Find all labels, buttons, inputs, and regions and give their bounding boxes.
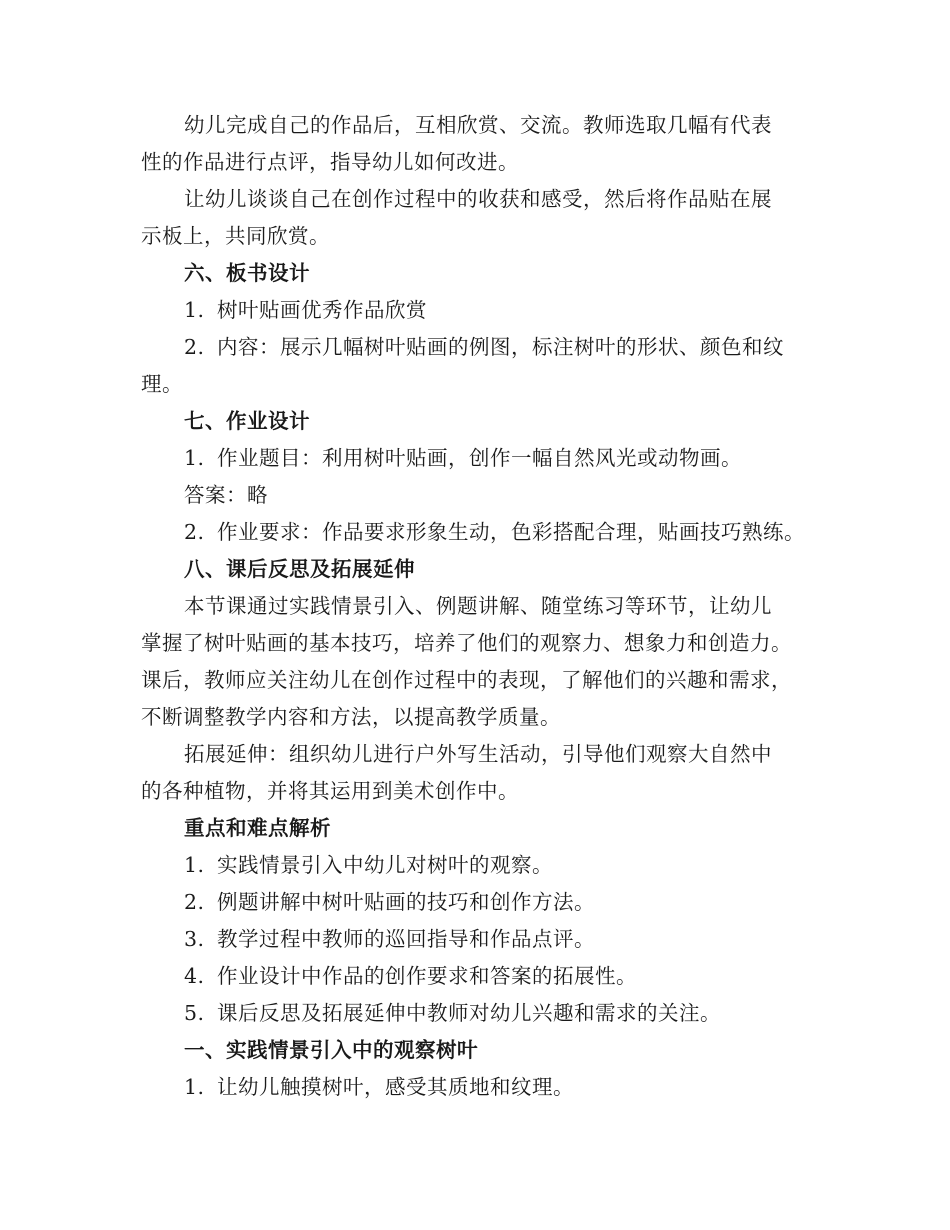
paragraph-line	[141, 625, 821, 662]
line-text: 课后，教师应关注幼儿在创作过程中的表现，了解他们的兴趣和需求，	[141, 668, 792, 692]
line-text: 七、作业设计	[184, 409, 310, 433]
line-text: 一、实践情景引入中的观察树叶	[184, 1038, 478, 1062]
line-text: 重点和难点解析	[184, 816, 331, 840]
line-text: 作业题目：利用树叶贴画，创作一幅自然风光或动物画。	[217, 446, 742, 470]
section-heading	[141, 1032, 821, 1069]
line-text: 让幼儿触摸树叶，感受其质地和纹理。	[217, 1075, 574, 1099]
list-number: 1.	[184, 853, 205, 877]
list-number: 2.	[184, 520, 205, 544]
line-text: 不断调整教学内容和方法，以提高教学质量。	[141, 705, 561, 729]
paragraph-line	[141, 477, 821, 514]
paragraph-line	[141, 662, 821, 699]
line-text: 示板上，共同欣赏。	[141, 224, 330, 248]
line-text: 拓展延伸：组织幼儿进行户外写生活动，引导他们观察大自然中	[184, 742, 772, 766]
list-item	[141, 884, 821, 921]
list-number: 1.	[184, 446, 205, 470]
line-text: 教学过程中教师的巡回指导和作品点评。	[217, 927, 595, 951]
paragraph-line	[141, 736, 821, 773]
list-item	[141, 329, 821, 366]
list-item	[141, 292, 821, 329]
paragraph-line	[141, 181, 821, 218]
line-text: 本节课通过实践情景引入、例题讲解、随堂练习等环节，让幼儿	[184, 594, 772, 618]
paragraph-line	[141, 588, 821, 625]
paragraph-line	[141, 699, 821, 736]
line-text: 八、课后反思及拓展延伸	[184, 557, 415, 581]
line-text: 掌握了树叶贴画的基本技巧，培养了他们的观察力、想象力和创造力。	[141, 631, 792, 655]
paragraph-line	[141, 218, 821, 255]
list-item	[141, 440, 821, 477]
line-text: 实践情景引入中幼儿对树叶的观察。	[217, 853, 553, 877]
line-text: 答案：略	[184, 483, 268, 507]
line-text: 让幼儿谈谈自己在创作过程中的收获和感受，然后将作品贴在展	[184, 187, 772, 211]
line-text: 课后反思及拓展延伸中教师对幼儿兴趣和需求的关注。	[217, 1001, 721, 1025]
line-text: 树叶贴画优秀作品欣赏	[217, 298, 427, 322]
line-text: 作业要求：作品要求形象生动，色彩搭配合理，贴画技巧熟练。	[217, 520, 805, 544]
line-text: 性的作品进行点评，指导幼儿如何改进。	[141, 150, 519, 174]
section-heading	[141, 551, 821, 588]
list-number: 1.	[184, 1075, 205, 1099]
section-heading	[141, 403, 821, 440]
line-text: 理。	[141, 372, 183, 396]
line-text: 六、板书设计	[184, 261, 310, 285]
document-page	[141, 107, 821, 1106]
list-item	[141, 1069, 821, 1106]
list-item	[141, 921, 821, 958]
line-text: 幼儿完成自己的作品后，互相欣赏、交流。教师选取几幅有代表	[184, 113, 772, 137]
paragraph-line	[141, 144, 821, 181]
line-text: 内容：展示几幅树叶贴画的例图，标注树叶的形状、颜色和纹	[217, 335, 784, 359]
line-text: 例题讲解中树叶贴画的技巧和创作方法。	[217, 890, 595, 914]
list-number: 3.	[184, 927, 205, 951]
section-heading	[141, 810, 821, 847]
line-text: 的各种植物，并将其运用到美术创作中。	[141, 779, 519, 803]
list-item	[141, 995, 821, 1032]
line-text: 作业设计中作品的创作要求和答案的拓展性。	[217, 964, 637, 988]
list-number: 1.	[184, 298, 205, 322]
section-heading	[141, 255, 821, 292]
list-number: 2.	[184, 890, 205, 914]
list-number: 5.	[184, 1001, 205, 1025]
paragraph-line	[141, 107, 821, 144]
list-item	[141, 847, 821, 884]
paragraph-line	[141, 366, 821, 403]
list-number: 4.	[184, 964, 205, 988]
paragraph-line	[141, 773, 821, 810]
list-number: 2.	[184, 335, 205, 359]
list-item	[141, 958, 821, 995]
list-item	[141, 514, 821, 551]
